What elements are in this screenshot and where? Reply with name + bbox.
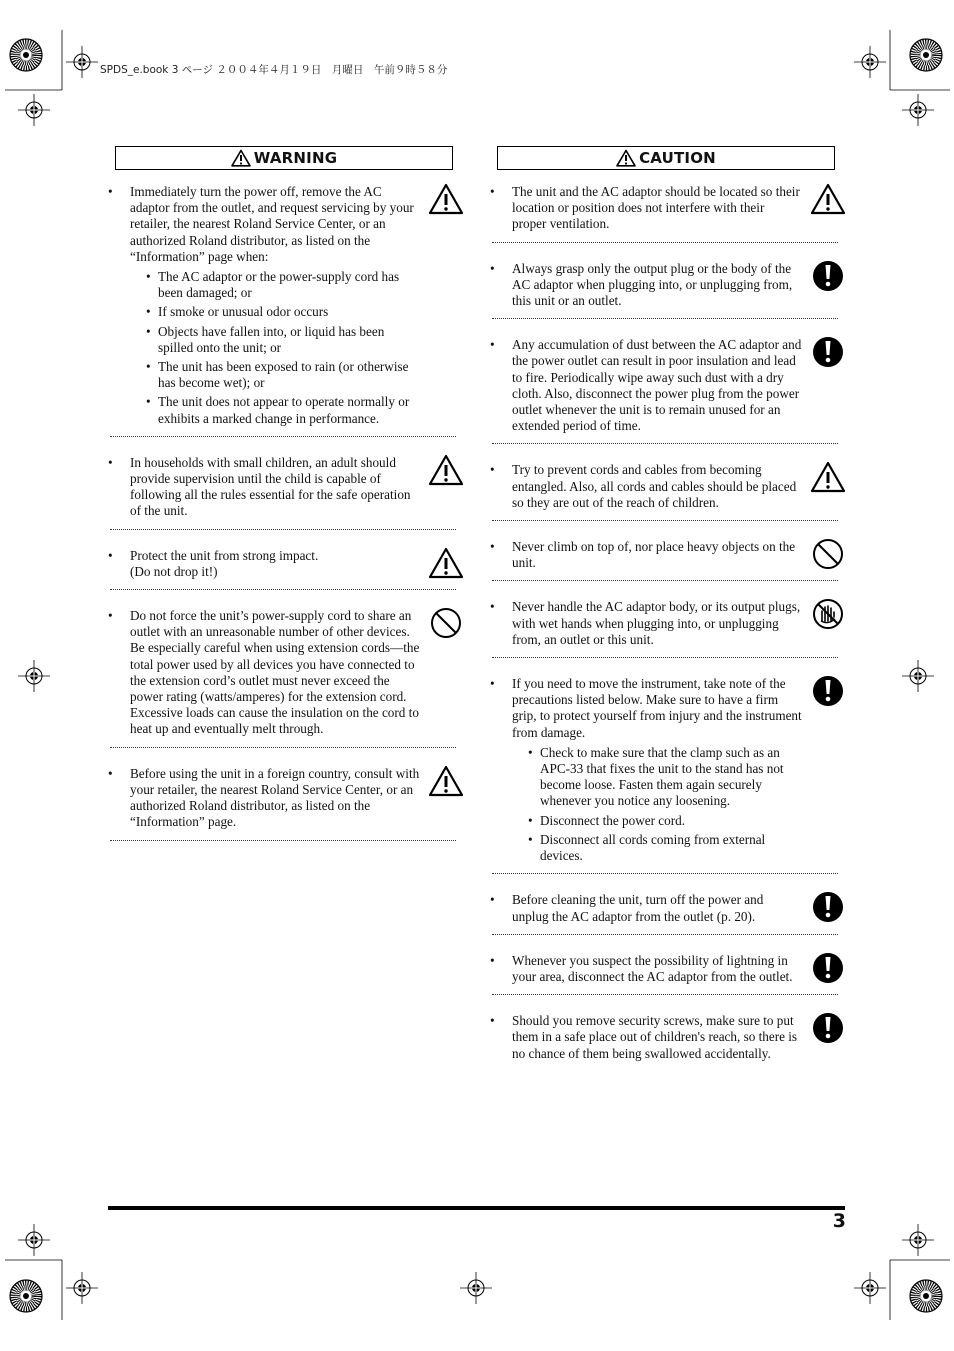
sub-list-item — [528, 832, 802, 864]
mandatory-icon — [810, 335, 846, 369]
bullet: • — [108, 184, 113, 199]
footer-rule — [108, 1206, 845, 1210]
bullet: • — [108, 608, 113, 624]
warning-item-text: Before using the unit in a foreign country, consult with your retailer, the nearest Roland Service Center, or an authorized Roland distributor, as listed on the “Information” page. — [130, 765, 420, 830]
sub-list-item-text: The unit has been exposed to rain (or otherwise has become wet); or — [158, 359, 409, 391]
dotted-divider — [492, 657, 838, 658]
sub-bullet: • — [146, 394, 151, 410]
caution-triangle-icon — [616, 149, 636, 167]
warning-title: WARNING — [253, 149, 338, 167]
caution-item — [490, 953, 846, 985]
bullet: • — [490, 892, 495, 908]
caution-item-text: Try to prevent cords and cables from becoming entangled. Also, all cords and cables should be placed so they are out of the reach of children. — [512, 462, 797, 510]
mandatory-icon — [810, 674, 846, 708]
bullet: • — [490, 952, 495, 968]
caution-triangle-icon — [428, 453, 464, 487]
sub-list — [146, 269, 420, 427]
prohibition-icon — [428, 606, 464, 640]
prohibition-icon — [810, 537, 846, 571]
caution-triangle-icon — [810, 182, 846, 216]
dotted-divider — [492, 242, 838, 243]
sub-list-item-text: Objects have fallen into, or liquid has been spilled onto the unit; or — [158, 323, 385, 355]
mandatory-icon — [810, 890, 846, 924]
caution-list — [490, 184, 846, 1062]
sub-list-item-text: If smoke or unusual odor occurs — [158, 304, 329, 320]
dotted-divider — [110, 529, 456, 530]
sub-bullet: • — [146, 269, 151, 285]
dotted-divider — [110, 747, 456, 748]
warning-item — [108, 548, 464, 580]
dotted-divider — [492, 580, 838, 581]
sub-list-item — [146, 324, 420, 356]
caution-item — [490, 337, 846, 434]
caution-item-text: Before cleaning the unit, turn off the power and unplug the AC adaptor from the outlet (p. 20). — [512, 892, 764, 924]
sub-list — [528, 745, 802, 864]
sub-list-item — [528, 745, 802, 810]
warning-item-text: Do not force the unit’s power-supply cord to share an outlet with an unreasonable number of other devices. Be especially careful when using extension cords—the total power used by all devices you have connected to the extension cord’s outlet must never exceed the power rating (watts/amperes) for the extension cord. Excessive loads can cause the insulation on the cord to heat up and eventually melt through. — [130, 608, 420, 737]
sub-list-item — [528, 813, 802, 829]
file-header: SPDS_e.book 3 ページ ２００４年４月１９日 月曜日 午前９時５８分 — [100, 64, 448, 76]
page-number: 3 — [832, 1210, 846, 1232]
dotted-divider — [110, 589, 456, 590]
caution-triangle-icon — [428, 764, 464, 798]
caution-item-text: Never climb on top of, nor place heavy objects on the unit. — [512, 539, 796, 571]
caution-item-text: Any accumulation of dust between the AC adaptor and the power outlet can result in poor insulation and lead to fire. Periodically wipe away such dust with a dry cloth. Also, disconnect the power plug from the power outlet whenever the unit is to remain unused for an extended period of time. — [512, 337, 802, 434]
dotted-divider — [492, 318, 838, 319]
caution-item — [490, 539, 846, 571]
bullet: • — [108, 765, 113, 781]
warning-item — [108, 184, 464, 427]
caution-column — [490, 146, 846, 1062]
caution-triangle-icon — [428, 182, 464, 216]
warning-item-text: Immediately turn the power off, remove the AC adaptor from the outlet, and request servicing by your retailer, the nearest Roland Service Center, or an authorized Roland distributor, as listed on the “Information” page when: — [130, 184, 414, 264]
caution-item-text: The unit and the AC adaptor should be located so their location or position does not interfere with their proper ventilation. — [512, 184, 800, 232]
caution-item-text: Always grasp only the output plug or the body of the AC adaptor when plugging into, or unplugging from, this unit or an outlet. — [512, 260, 793, 309]
mandatory-icon — [810, 1011, 846, 1045]
warning-item — [108, 766, 464, 831]
bullet: • — [490, 184, 495, 199]
sub-list-item-text: Check to make sure that the clamp such as an APC-33 that fixes the unit to the stand has not become loose. Fasten them again securely whenever you notice any loosening. — [540, 744, 784, 809]
dotted-divider — [110, 840, 456, 841]
bullet: • — [490, 1013, 495, 1029]
caution-heading — [497, 146, 835, 170]
caution-title: CAUTION — [639, 149, 716, 167]
sub-bullet: • — [146, 304, 151, 320]
sub-list-item — [146, 269, 420, 301]
bullet: • — [490, 676, 495, 692]
bullet: • — [108, 454, 113, 470]
caution-item — [490, 1013, 846, 1062]
warning-item-text: Protect the unit from strong impact. (Do not drop it!) — [130, 547, 319, 579]
no-wet-hands-icon — [810, 597, 846, 631]
sub-bullet: • — [146, 323, 151, 339]
warning-triangle-icon — [231, 149, 251, 167]
caution-item — [490, 184, 846, 233]
bullet: • — [490, 337, 495, 353]
caution-triangle-icon — [428, 546, 464, 580]
caution-triangle-icon — [810, 460, 846, 494]
sub-list-item — [146, 304, 420, 320]
warning-item — [108, 608, 464, 738]
warning-item-text: In households with small children, an adult should provide supervision until the child is capable of following all the rules essential for the safe operation of the unit. — [130, 454, 411, 519]
dotted-divider — [492, 520, 838, 521]
sub-list-item-text: The AC adaptor or the power-supply cord has been damaged; or — [158, 269, 400, 301]
sub-list-item — [146, 359, 420, 391]
caution-item — [490, 599, 846, 648]
caution-item — [490, 261, 846, 310]
caution-item-text: Never handle the AC adaptor body, or its output plugs, with wet hands when plugging into, or unplugging from, an outlet or this unit. — [512, 599, 801, 647]
caution-item-text: Should you remove security screws, make sure to put them in a safe place out of children's reach, so there is no chance of them being swallowed accidentally. — [512, 1013, 798, 1061]
bullet: • — [490, 462, 495, 478]
caution-item-text: Whenever you suspect the possibility of lightning in your area, disconnect the AC adaptor from the outlet. — [512, 952, 793, 984]
sub-list-item — [146, 394, 420, 426]
caution-item-text: If you need to move the instrument, take note of the precautions listed below. Make sure to have a firm grip, to protect yourself from injury and the instrument from damage. — [512, 676, 802, 740]
caution-item — [490, 462, 846, 511]
bullet: • — [108, 547, 113, 563]
sub-list-item-text: Disconnect the power cord. — [540, 812, 686, 828]
dotted-divider — [492, 994, 838, 995]
mandatory-icon — [810, 951, 846, 985]
dotted-divider — [492, 934, 838, 935]
bullet: • — [490, 539, 495, 555]
sub-bullet: • — [528, 831, 533, 847]
caution-item — [490, 676, 846, 864]
sub-bullet: • — [528, 744, 533, 760]
bullet: • — [490, 599, 495, 615]
dotted-divider — [492, 873, 838, 874]
sub-bullet: • — [528, 812, 533, 828]
dotted-divider — [110, 436, 456, 437]
sub-bullet: • — [146, 359, 151, 375]
warning-item — [108, 455, 464, 520]
warning-heading — [115, 146, 453, 170]
sub-list-item-text: Disconnect all cords coming from external devices. — [540, 831, 766, 864]
dotted-divider — [492, 443, 838, 444]
sub-list-item-text: The unit does not appear to operate normally or exhibits a marked change in performance. — [158, 394, 410, 426]
warning-list — [108, 184, 464, 841]
warning-column — [108, 146, 464, 859]
caution-item — [490, 892, 846, 924]
mandatory-icon — [810, 259, 846, 293]
bullet: • — [490, 260, 495, 276]
